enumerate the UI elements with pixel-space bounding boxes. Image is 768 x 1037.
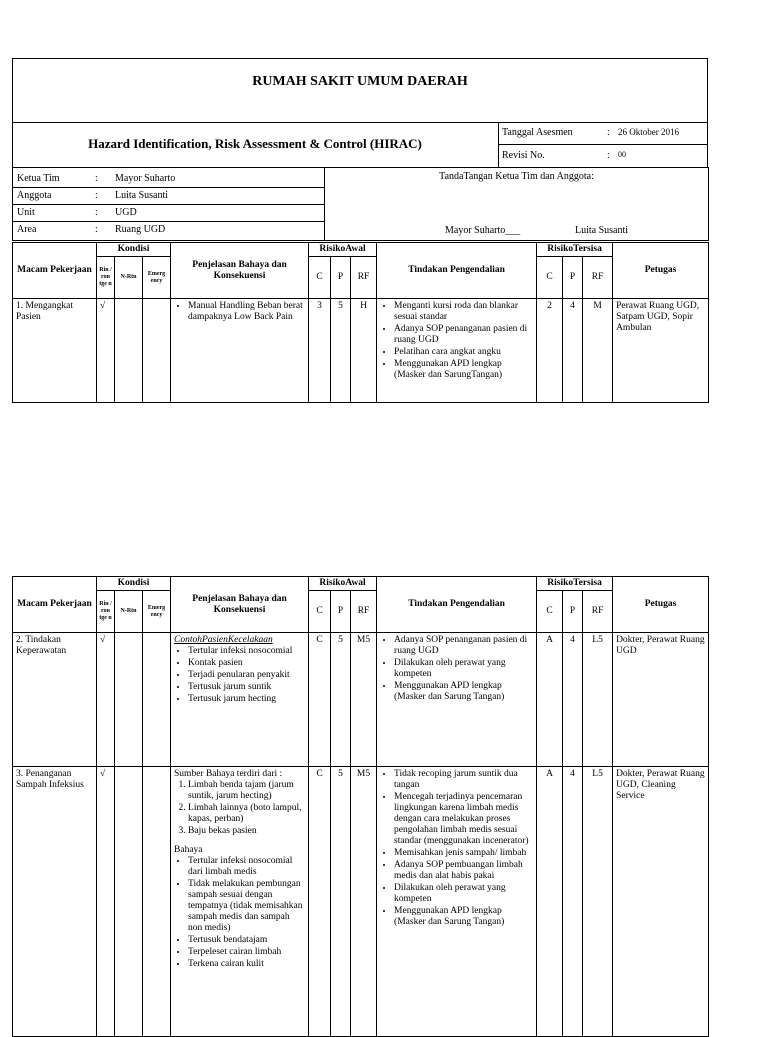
col-p2: P — [563, 591, 583, 633]
list-item: • Terjadi penularan penyakit — [188, 670, 305, 681]
col-p: P — [331, 591, 351, 633]
col-p2: P — [563, 257, 583, 299]
signature-area — [325, 168, 709, 241]
tanggal-label: Tanggal Asesmen — [502, 127, 573, 138]
col-p: P — [331, 257, 351, 299]
cell-p: 5 — [331, 767, 351, 1037]
list-item: • Manual Handling Beban berat dampaknya Low Back Pain — [188, 301, 305, 323]
tanggal-sep: : — [607, 127, 610, 138]
cell-p2: 4 — [563, 767, 583, 1037]
meta-divider-v — [498, 122, 499, 168]
cell-p: 5 — [331, 299, 351, 403]
table-row — [13, 633, 709, 767]
col-rf: RF — [351, 591, 377, 633]
list-item: • Adanya SOP penanganan pasien di ruang UGD — [394, 324, 533, 346]
cell-petugas: Dokter, Perawat Ruang UGD, Cleaning Service — [613, 767, 709, 1037]
cell-c2: 2 — [537, 299, 563, 403]
col-risiko-tersisa: RisikoTersisa — [537, 577, 613, 591]
info-sep: : — [91, 171, 111, 188]
hirac-table-1 — [12, 242, 709, 403]
signature-anggota: Luita Susanti — [575, 225, 629, 236]
cell-rf: M5 — [351, 633, 377, 767]
col-macam: Macam Pekerjaan — [13, 577, 97, 633]
list-item: • Tertusuk bendatajam — [188, 935, 305, 946]
info-label: Ketua Tim — [13, 171, 91, 188]
col-kondisi: Kondisi — [97, 243, 171, 257]
col-nrutin: N-Rtn — [115, 591, 143, 633]
meta-divider-h — [498, 144, 708, 145]
col-tindakan: Tindakan Pengendalian — [377, 243, 537, 299]
list-item: • Menganti kursi roda dan blankar sesuai standar — [394, 301, 533, 323]
col-risiko-tersisa: RisikoTersisa — [537, 243, 613, 257]
cell-rf2: L5 — [583, 767, 613, 1037]
cell-tindakan — [377, 299, 537, 403]
list-item: • Tertusuk jarum suntik — [188, 682, 305, 693]
cell-penjelasan — [171, 299, 309, 403]
table-row — [13, 767, 709, 1037]
col-kondisi: Kondisi — [97, 577, 171, 591]
info-sep: : — [91, 187, 111, 204]
cell-c: 3 — [309, 299, 331, 403]
col-tindakan: Tindakan Pengendalian — [377, 577, 537, 633]
cell-nrutin — [115, 767, 143, 1037]
col-c: C — [309, 591, 331, 633]
cell-rf2: L5 — [583, 633, 613, 767]
col-penjelasan: Penjelasan Bahaya dan Konsekuensi — [171, 577, 309, 633]
cell-p2: 4 — [563, 633, 583, 767]
list-item: • Adanya SOP penanganan pasien di ruang UGD — [394, 635, 533, 657]
revisi-sep: : — [607, 150, 610, 161]
col-emergency: Emerg ency — [143, 257, 171, 299]
list-item: • Dilakukan oleh perawat yang kompeten — [394, 883, 533, 905]
cell-emergency — [143, 767, 171, 1037]
cell-p: 5 — [331, 633, 351, 767]
info-row-anggota — [13, 187, 324, 204]
source-intro: Sumber Bahaya terdiri dari : — [174, 769, 283, 779]
col-c2: C — [537, 257, 563, 299]
list-item: • Menggunakan APD lengkap (Masker dan SarungTangan) — [394, 359, 533, 381]
cell-rutin: √ — [97, 767, 115, 1037]
list-item: • Mencegah terjadinya pencemaran lingkungan karena limbah medis dengan cara melakukan proses pengolahan limbah medis sesuai standar (menggunakan incenerator) — [394, 792, 533, 847]
list-item: 3. Baju bekas pasien — [188, 826, 305, 837]
cell-rf: M5 — [351, 767, 377, 1037]
cell-petugas: Perawat Ruang UGD, Satpam UGD, Sopir Ambulan — [613, 299, 709, 403]
cell-p2: 4 — [563, 299, 583, 403]
col-nrutin: N-Rtn — [115, 257, 143, 299]
list-item: • Tidak recoping jarum suntik dua tangan — [394, 769, 533, 791]
cell-penjelasan — [171, 767, 309, 1037]
cell-rf2: M — [583, 299, 613, 403]
revisi-value: 00 — [618, 150, 626, 159]
info-row-ketua — [13, 171, 324, 188]
list-item: • Kontak pasien — [188, 658, 305, 669]
list-item: 1. Limbah benda tajam (jarum suntik, jarum hecting) — [188, 780, 305, 802]
tanggal-value: 26 Oktober 2016 — [618, 127, 679, 137]
info-label: Area — [17, 223, 37, 235]
revisi-label: Revisi No. — [502, 150, 545, 161]
list-item: • Adanya SOP pembuangan limbah medis dan alat habis pakai — [394, 860, 533, 882]
list-item: • Dilakukan oleh perawat yang kompeten — [394, 658, 533, 680]
col-petugas: Petugas — [613, 577, 709, 633]
cell-c2: A — [537, 767, 563, 1037]
cell-rf: H — [351, 299, 377, 403]
info-value: Ruang UGD — [115, 223, 166, 235]
team-info-table — [12, 167, 709, 241]
cell-macam: 3. Penanganan Sampah Infeksius — [13, 767, 97, 1037]
info-value: Mayor Suharto — [111, 171, 324, 188]
bahaya-label: Bahaya — [174, 845, 203, 855]
info-sep: : — [91, 204, 111, 221]
info-sep: : — [95, 223, 98, 235]
col-rf2: RF — [583, 591, 613, 633]
document-title: Hazard Identification, Risk Assessment & Control (HIRAC) — [88, 136, 422, 151]
list-item: • Terkena cairan kulit — [188, 959, 305, 970]
info-label: Unit — [13, 204, 91, 221]
list-item: 2. Limbah lainnya (boto lampul, kapas, perban) — [188, 803, 305, 825]
cell-emergency — [143, 633, 171, 767]
col-rf2: RF — [583, 257, 613, 299]
signature-title: TandaTangan Ketua Tim dan Anggota: — [439, 171, 594, 182]
header-divider — [12, 122, 708, 123]
cell-rutin: √ — [97, 633, 115, 767]
col-macam: Macam Pekerjaan — [13, 243, 97, 299]
col-c: C — [309, 257, 331, 299]
info-label: Anggota — [13, 187, 91, 204]
cell-nrutin — [115, 299, 143, 403]
col-emergency: Emerg ency — [143, 591, 171, 633]
cell-macam: 1. Mengangkat Pasien — [13, 299, 97, 403]
col-rf: RF — [351, 257, 377, 299]
cell-penjelasan — [171, 633, 309, 767]
cell-tindakan — [377, 767, 537, 1037]
cell-c2: A — [537, 633, 563, 767]
list-item: • Memisahkan jenis sampah/ limbah — [394, 848, 533, 859]
col-penjelasan: Penjelasan Bahaya dan Konsekuensi — [171, 243, 309, 299]
col-risiko-awal: RisikoAwal — [309, 577, 377, 591]
col-rutin: Rin / ron tge n — [97, 591, 115, 633]
cell-macam: 2. Tindakan Keperawatan — [13, 633, 97, 767]
info-row-unit — [13, 204, 324, 221]
table-row — [13, 299, 709, 403]
info-value: Luita Susanti — [111, 187, 324, 204]
list-item: • Tidak melakukan pembungan sampah sesuai dengan tempatnya (tidak memisahkan sampah medis dan sampah non medis) — [188, 879, 305, 934]
list-item: • Tertular infeksi nosocomial — [188, 646, 305, 657]
col-c2: C — [537, 591, 563, 633]
cell-emergency — [143, 299, 171, 403]
list-item: • Menggunakan APD lengkap (Masker dan Sarung Tangan) — [394, 681, 533, 703]
example-title: ContohPasienKecelakaan — [174, 635, 273, 645]
list-item: • Tertular infeksi nosocomial dari limbah medis — [188, 856, 305, 878]
info-value: UGD — [111, 204, 324, 221]
info-row-area — [13, 221, 324, 238]
cell-nrutin — [115, 633, 143, 767]
col-rutin: Rin / ron tge n — [97, 257, 115, 299]
cell-petugas: Dokter, Perawat Ruang UGD — [613, 633, 709, 767]
list-item: • Menggunakan APD lengkap (Masker dan Sarung Tangan) — [394, 906, 533, 928]
hospital-name: RUMAH SAKIT UMUM DAERAH — [252, 74, 468, 89]
list-item: • Terpeleset cairan limbah — [188, 947, 305, 958]
cell-c: C — [309, 633, 331, 767]
signature-ketua: Mayor Suharto___ — [445, 225, 521, 236]
cell-rutin: √ — [97, 299, 115, 403]
cell-c: C — [309, 767, 331, 1037]
col-petugas: Petugas — [613, 243, 709, 299]
list-item: • Pelatihan cara angkat angku — [394, 347, 533, 358]
cell-tindakan — [377, 633, 537, 767]
col-risiko-awal: RisikoAwal — [309, 243, 377, 257]
list-item: • Tertusuk jarum hecting — [188, 694, 305, 705]
hirac-table-2 — [12, 576, 709, 1037]
